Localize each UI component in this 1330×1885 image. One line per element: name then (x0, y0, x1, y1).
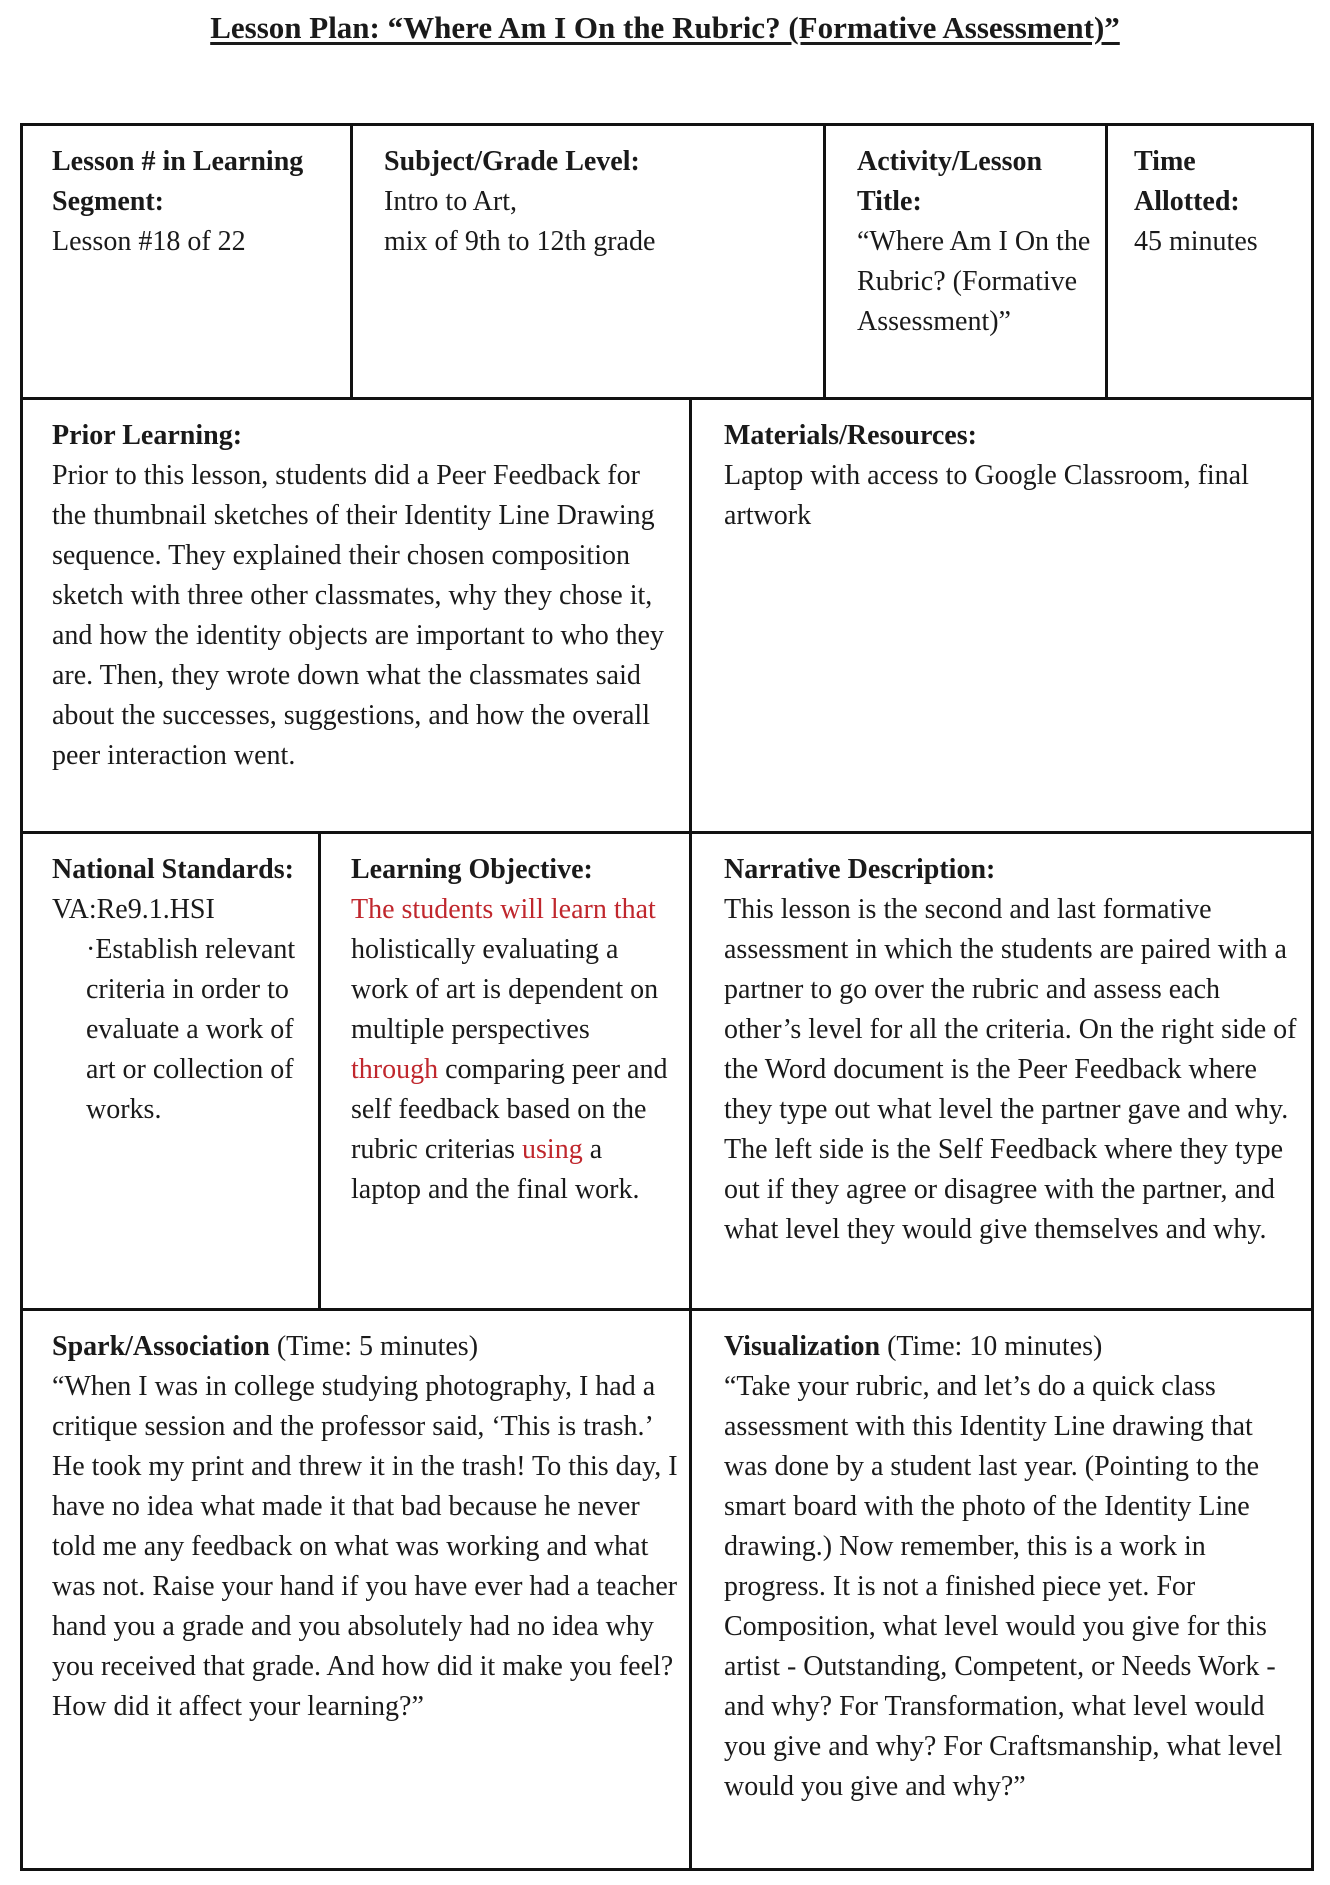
objective-red-phrase-3: using (522, 1134, 583, 1165)
objective-text-4: comparing peer and self feedback based on the rubric criterias (351, 1054, 668, 1165)
visualization-heading (724, 1327, 1301, 1367)
time-cell (1105, 123, 1314, 400)
lesson-number-value: Lesson #18 of 22 (52, 226, 246, 257)
learning-objective-label: Learning Objective: (351, 854, 593, 885)
lesson-number-cell (20, 123, 353, 400)
subject-cell (350, 123, 826, 400)
narrative-label: Narrative Description: (724, 854, 996, 885)
visualization-time: (Time: 10 minutes) (880, 1331, 1103, 1362)
spark-cell (20, 1308, 692, 1871)
subject-line2: mix of 9th to 12th grade (384, 226, 656, 257)
bullet-dot-icon: · (86, 934, 96, 965)
learning-objective-cell (318, 831, 692, 1311)
materials-cell (689, 397, 1314, 834)
objective-red-phrase-2: through (351, 1054, 439, 1085)
objective-text-2: holistically evaluating a work of art is dependent on multiple perspectives (351, 934, 659, 1045)
lesson-number-label: Lesson # in Learning Segment: (52, 146, 304, 217)
spark-label: Spark/Association (52, 1331, 270, 1362)
spark-text: “When I was in college studying photography, I had a critique session and the professor said, ‘This is trash.’ He took my print and threw it in the trash! To this day, I have no idea what made it that bad because he never told me any feedback on what was working and what was not. Raise your hand if you have ever had a teacher hand you a grade and you absolutely had no idea why you received that grade. And how did it make you feel? How did it affect your learning?” (52, 1371, 678, 1722)
spark-heading (52, 1327, 679, 1367)
visualization-text: “Take your rubric, and let’s do a quick class assessment with this Identity Line drawing that was done by a student last year. (Pointing to the smart board with the photo of the Identity Line drawing.) Now remember, this is a work in progress. It is not a finished piece yet. For Composition, what level would you give for this artist - Outstanding, Competent, or Needs Work - and why? For Transformation, what level would you give and why? For Craftsmanship, what level would you give and why?” (724, 1371, 1283, 1802)
standards-bullet-text: Establish relevant criteria in order to evaluate a work of art or collection of works. (86, 934, 296, 1125)
narrative-text: This lesson is the second and last formative assessment in which the students are paired with a partner to go over the rubric and assess each other’s level for all the criteria. On the right side of the Word document is the Peer Feedback where they type out what level the partner gave and why. The left side is the Self Feedback where they type out if they agree or disagree with the partner, and what level they would give themselves and why. (724, 894, 1297, 1245)
prior-learning-text: Prior to this lesson, students did a Peer Feedback for the thumbnail sketches of their Identity Line Drawing sequence. They explained their chosen composition sketch with three other classmates, why they chose it, and how the identity objects are important to who they are. Then, they wrote down what the classmates said about the successes, suggestions, and how the overall peer interaction went. (52, 460, 664, 771)
page-title: Lesson Plan: “Where Am I On the Rubric? (Formative Assessment)” (210, 10, 1120, 45)
materials-text: Laptop with access to Google Classroom, final artwork (724, 460, 1249, 531)
activity-value: “Where Am I On the Rubric? (Formative Assessment)” (857, 226, 1091, 337)
prior-learning-label: Prior Learning: (52, 420, 243, 451)
subject-line1: Intro to Art, (384, 186, 517, 217)
time-label: Time Allotted: (1134, 146, 1240, 217)
objective-red-phrase-1: The students will learn that (351, 894, 656, 925)
objective-text-6: a laptop and the final work. (351, 1134, 640, 1205)
narrative-cell (689, 831, 1314, 1311)
visualization-label: Visualization (724, 1331, 881, 1362)
learning-objective-text (351, 890, 679, 1210)
time-value: 45 minutes (1134, 226, 1258, 257)
standards-code: VA:Re9.1.HSI (52, 894, 215, 925)
spark-time: (Time: 5 minutes) (269, 1331, 479, 1362)
prior-learning-cell (20, 397, 692, 834)
materials-label: Materials/Resources: (724, 420, 977, 451)
standards-bullet (52, 930, 306, 1130)
national-standards-cell (20, 831, 321, 1311)
national-standards-label: National Standards: (52, 854, 294, 885)
activity-cell (823, 123, 1108, 400)
activity-label: Activity/Lesson Title: (857, 146, 1043, 217)
visualization-cell (689, 1308, 1314, 1871)
subject-label: Subject/Grade Level: (384, 146, 640, 177)
